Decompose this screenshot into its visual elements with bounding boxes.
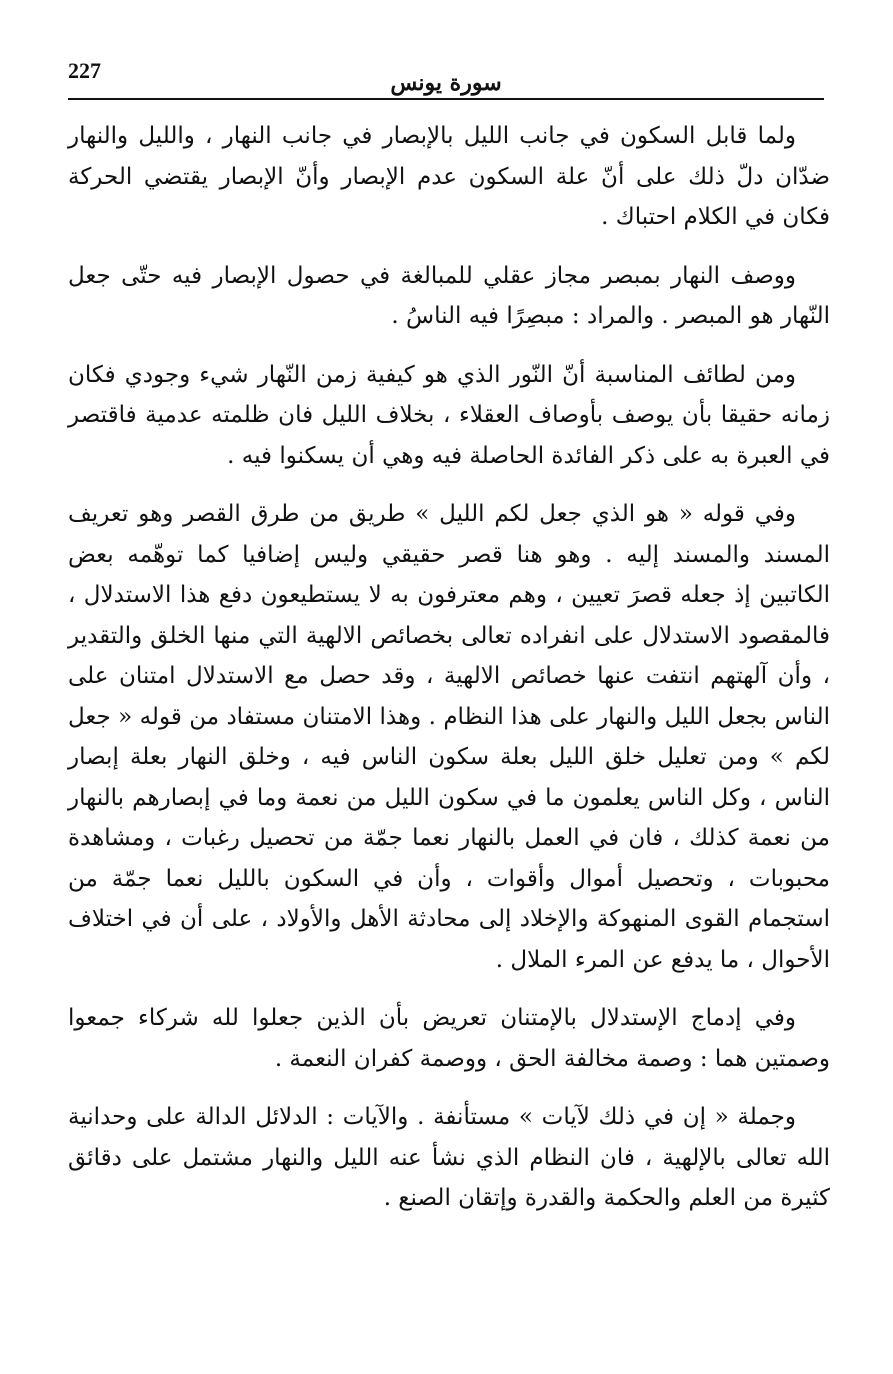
paragraph-6: وجملة « إن في ذلك لآيات » مستأنفة . والآيات : الدلائل الدالة على وحدانية الله تعالى بالإلهية ، فان النظام الذي نشأ عنه الليل والنهار مشتمل على دقائق كثيرة من العلم والحكمة والقدرة وإتقان الصنع . (68, 1104, 830, 1211)
header-divider (68, 98, 824, 100)
running-title: سورة يونس (390, 70, 502, 96)
page-header (68, 58, 824, 98)
paragraph-1: ولما قابل السكون في جانب الليل بالإبصار في جانب النهار ، والليل والنهار ضدّان دلّ ذلك على أنّ علة السكون عدم الإبصار وأنّ الإبصار يقتضي الحركة فكان في الكلام احتباك . (68, 123, 830, 230)
text-body (68, 116, 830, 1237)
paragraph-4: وفي قوله « هو الذي جعل لكم الليل » طريق من طرق القصر وهو تعريف المسند والمسند إليه . وهو هنا قصر حقيقي وليس إضافيا كما توهّمه بعض الكاتبين إذ جعله قصرَ تعيين ، وهم معترفون به لا يستطيعون دفع هذا الاستدلال ، فالمقصود الاستدلال على انفراده تعالى بخصائص الالهية التي منها الخلق والتقدير ، وأن آلهتهم انتفت عنها خصائص الالهية ، وقد حصل مع الاستدلال امتنان على الناس بجعل الليل والنهار على هذا النظام . وهذا الامتنان مستفاد من قوله « جعل لكم » ومن تعليل خلق الليل بعلة سكون الناس فيه ، وخلق النهار بعلة إبصار الناس ، وكل الناس يعلمون ما في سكون الليل من نعمة وما في إبصارهم بالنهار من نعمة كذلك ، فان في العمل بالنهار نعما جمّة من تحصيل رغبات ، ومشاهدة محبوبات ، وتحصيل أموال وأقوات ، وأن في السكون بالليل نعما جمّة من استجمام القوى المنهوكة والإخلاد إلى محادثة الأهل والأولاد ، على أن في اختلاف الأحوال ، ما يدفع عن المرء الملال . (68, 501, 830, 973)
paragraph-5: وفي إدماج الإستدلال بالإمتنان تعريض بأن الذين جعلوا لله شركاء جمعوا وصمتين هما : وصمة مخالفة الحق ، ووصمة كفران النعمة . (68, 1005, 830, 1072)
page-number: 227 (68, 58, 101, 83)
paragraph-2: ووصف النهار بمبصر مجاز عقلي للمبالغة في حصول الإبصار فيه حتّى جعل النّهار هو المبصر . والمراد : مبصِرًا فيه الناسُ . (68, 262, 830, 329)
paragraph-3: ومن لطائف المناسبة أنّ النّور الذي هو كيفية زمن النّهار شيء وجودي فكان زمانه حقيقا بأن يوصف بأوصاف العقلاء ، بخلاف الليل فان ظلمته عدمية فاقتصر في العبرة به على ذكر الفائدة الحاصلة فيه وهي أن يسكنوا فيه . (68, 361, 830, 469)
